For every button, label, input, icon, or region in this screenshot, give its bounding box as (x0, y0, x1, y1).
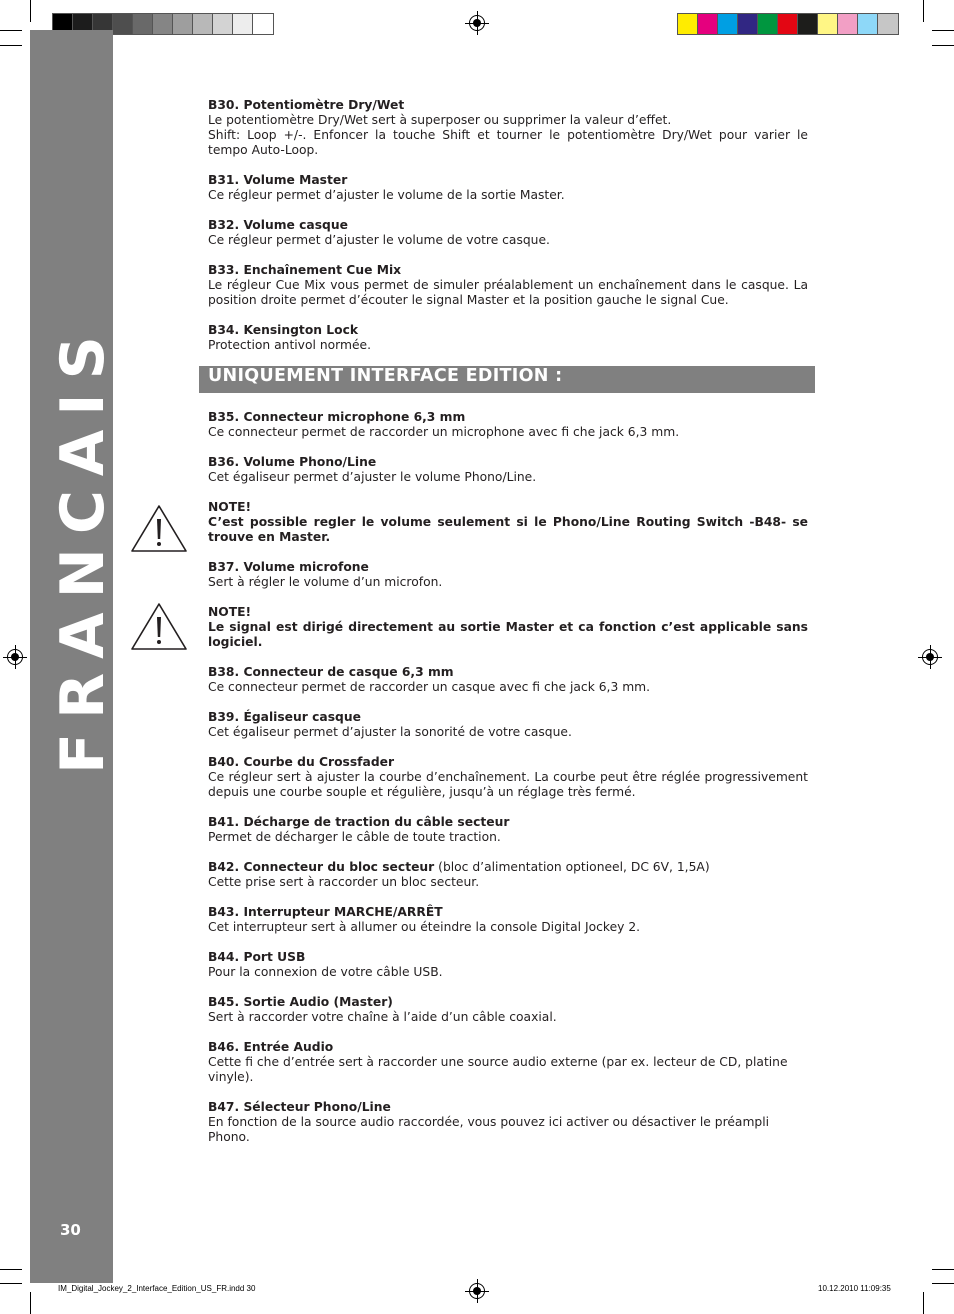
section-b42 (208, 860, 808, 890)
section-text: Pour la connexion de votre câble USB. (208, 965, 443, 979)
color-swatch (838, 14, 858, 34)
crop-mark (30, 1292, 31, 1314)
color-swatch (193, 14, 213, 34)
section-text: Cet égaliseur permet d’ajuster la sonorité de votre casque. (208, 725, 572, 739)
color-swatch (253, 14, 273, 34)
section-b37 (208, 560, 808, 590)
section-heading: B44. Port USB (208, 950, 306, 964)
section-b30 (208, 98, 808, 158)
color-swatch (113, 14, 133, 34)
section-b40 (208, 755, 808, 800)
crop-mark (932, 45, 954, 46)
color-swatch (133, 14, 153, 34)
section-b44 (208, 950, 808, 980)
note-heading: NOTE! (208, 500, 252, 514)
section-text: Cette fi che d’entrée sert à raccorder une source audio externe (par ex. lecteur de CD, platine vinyle). (208, 1055, 788, 1084)
section-heading: B37. Volume microfone (208, 560, 369, 574)
page-number: 30 (60, 1221, 81, 1239)
section-heading: B40. Courbe du Crossfader (208, 755, 395, 769)
print-slug-filename: IM_Digital_Jockey_2_Interface_Edition_US_FR.indd 30 (58, 1284, 256, 1293)
color-swatch (798, 14, 818, 34)
section-heading: B41. Décharge de traction du câble secteur (208, 815, 510, 829)
section-heading: B36. Volume Phono/Line (208, 455, 377, 469)
section-heading: B34. Kensington Lock (208, 323, 359, 337)
section-text: En fonction de la source audio raccordée, vous pouvez ici activer ou désactiver le préampli Phono. (208, 1115, 770, 1144)
section-text: Sert à régler le volume d’un microfon. (208, 575, 443, 589)
color-swatch (858, 14, 878, 34)
crop-mark (923, 0, 924, 22)
process-color-bar (677, 13, 899, 35)
color-swatch (878, 14, 898, 34)
banner-title: UNIQUEMENT INTERFACE EDITION : (208, 366, 563, 386)
print-slug-timestamp: 10.12.2010 11:09:35 (818, 1284, 891, 1293)
note-phono-line (208, 500, 808, 545)
color-swatch (678, 14, 698, 34)
section-banner (199, 366, 815, 393)
color-swatch (738, 14, 758, 34)
section-b31 (208, 173, 808, 203)
section-b41 (208, 815, 808, 845)
registration-mark-icon (922, 649, 938, 665)
registration-mark-icon (7, 649, 23, 665)
crop-mark (932, 30, 954, 31)
section-heading: B43. Interrupteur MARCHE/ARRÊT (208, 905, 443, 919)
section-text: Shift: Loop +/-. Enfoncer la touche Shift et tourner le potentiomètre Dry/Wet pour varier le tempo Auto-Loop. (208, 128, 808, 157)
color-swatch (233, 14, 253, 34)
crop-mark (0, 30, 22, 31)
section-b35 (208, 410, 808, 440)
registration-mark-icon (469, 1283, 485, 1299)
section-b32 (208, 218, 808, 248)
crop-mark (923, 1292, 924, 1314)
color-swatch (213, 14, 233, 34)
section-text: Le potentiomètre Dry/Wet sert à superposer ou supprimer la valeur d’effet. (208, 113, 672, 127)
section-heading: B31. Volume Master (208, 173, 348, 187)
language-label: FRANCAIS (48, 322, 118, 774)
color-swatch (778, 14, 798, 34)
section-heading: B47. Sélecteur Phono/Line (208, 1100, 391, 1114)
section-text: Permet de décharger le câble de toute traction. (208, 830, 501, 844)
crop-mark (0, 1283, 22, 1284)
section-heading: B45. Sortie Audio (Master) (208, 995, 393, 1009)
color-swatch (153, 14, 173, 34)
section-b38 (208, 665, 808, 695)
section-b39 (208, 710, 808, 740)
color-swatch (818, 14, 838, 34)
section-text: Le régleur Cue Mix vous permet de simuler préalablement un enchaînement dans le casque. La position droite permet d’écouter le signal Master et la position gauche le signal Cue. (208, 278, 808, 307)
section-heading: B32. Volume casque (208, 218, 348, 232)
section-b47 (208, 1100, 808, 1145)
color-swatch (698, 14, 718, 34)
section-text: Cet interrupteur sert à allumer ou éteindre la console Digital Jockey 2. (208, 920, 641, 934)
section-heading-suffix: (bloc d’alimentation optioneel, DC 6V, 1,5A) (434, 860, 710, 874)
section-heading: B33. Enchaînement Cue Mix (208, 263, 402, 277)
crop-mark (932, 1283, 954, 1284)
warning-icon (130, 601, 188, 651)
section-text: Sert à raccorder votre chaîne à l’aide d’un câble coaxial. (208, 1010, 557, 1024)
section-text: Ce connecteur permet de raccorder un microphone avec fi che jack 6,3 mm. (208, 425, 680, 439)
section-b46 (208, 1040, 808, 1085)
section-heading: B38. Connecteur de casque 6,3 mm (208, 665, 454, 679)
section-b33 (208, 263, 808, 308)
section-text: Cet égaliseur permet d’ajuster le volume Phono/Line. (208, 470, 537, 484)
section-text: Ce régleur permet d’ajuster le volume de votre casque. (208, 233, 550, 247)
section-heading: B30. Potentiomètre Dry/Wet (208, 98, 405, 112)
section-text: Ce régleur sert à ajuster la courbe d’enchaînement. La courbe peut être réglée progressivement depuis une courbe souple et régulière, jusqu’à un réglage très fermé. (208, 770, 808, 799)
section-heading: B39. Égaliseur casque (208, 710, 361, 724)
crop-mark (0, 45, 22, 46)
section-text: Ce connecteur permet de raccorder un casque avec fi che jack 6,3 mm. (208, 680, 651, 694)
crop-mark (30, 0, 31, 22)
warning-icon (130, 503, 188, 553)
section-text: Protection antivol normée. (208, 338, 371, 352)
section-b45 (208, 995, 808, 1025)
note-microphone (208, 605, 808, 650)
section-heading: B35. Connecteur microphone 6,3 mm (208, 410, 466, 424)
section-text: Cette prise sert à raccorder un bloc secteur. (208, 875, 480, 889)
crop-mark (932, 1269, 954, 1270)
section-b43 (208, 905, 808, 935)
section-text: Ce régleur permet d’ajuster le volume de la sortie Master. (208, 188, 565, 202)
note-text: Le signal est dirigé directement au sortie Master et ca fonction c’est applicable sans logiciel. (208, 620, 808, 649)
note-heading: NOTE! (208, 605, 252, 619)
color-swatch (718, 14, 738, 34)
section-heading: B46. Entrée Audio (208, 1040, 334, 1054)
note-text: C’est possible regler le volume seulement si le Phono/Line Routing Switch -B48- se trouve en Master. (208, 515, 808, 544)
registration-mark-icon (469, 15, 485, 31)
section-heading: B42. Connecteur du bloc secteur (208, 860, 435, 874)
section-b36 (208, 455, 808, 485)
crop-mark (0, 1269, 22, 1270)
color-swatch (173, 14, 193, 34)
color-swatch (758, 14, 778, 34)
section-b34 (208, 323, 808, 353)
manual-content (208, 98, 808, 1160)
